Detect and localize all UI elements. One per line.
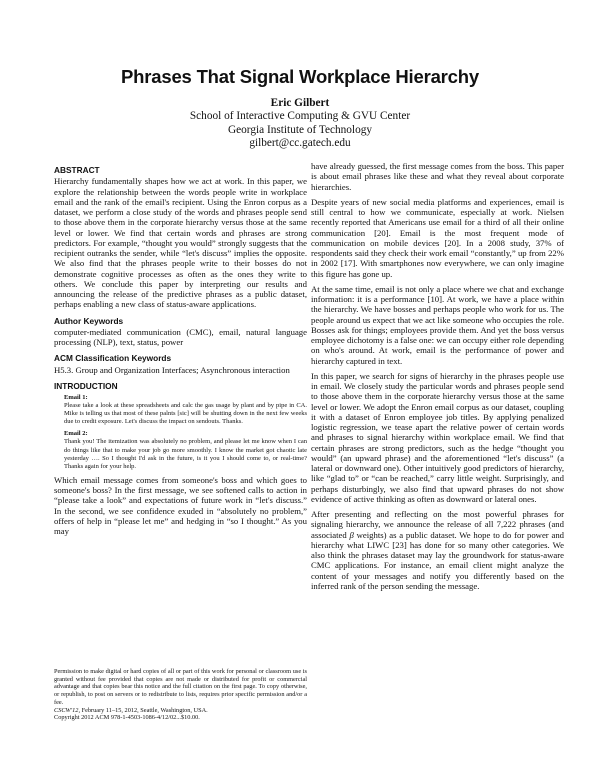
left-column <box>54 165 307 541</box>
beta-symbol: β <box>349 529 354 540</box>
email-1-label: Email 1: <box>64 394 88 401</box>
abstract-heading: ABSTRACT <box>54 165 100 175</box>
keywords-heading: Author Keywords <box>54 315 124 326</box>
author-affiliation: School of Interactive Computing & GVU Center <box>189 110 411 123</box>
intro-paragraph-1: Which email message comes from someone's boss and which goes to someone's boss? In the first message, we see softened calls to action in “please take a look” and expectations of future work in “let's discuss.” In the second, we see confidence exuded in “absolutely no problem,” offers of help in “please let me” and hedging in “so I thought.” As you may <box>54 474 307 537</box>
intro-paragraph-2: have already guessed, the first message comes from the boss. This paper is about email phrases like these and what they reveal about corporate hierarchies. <box>311 161 564 192</box>
paper-title: Phrases That Signal Workplace Hierarchy <box>121 66 479 87</box>
email-example-1 <box>64 394 307 426</box>
acm-text: H5.3. Group and Organization Interfaces; Asynchronous interaction <box>54 364 290 375</box>
conference-name: CSCW'12 <box>54 706 79 714</box>
author-institution: Georgia Institute of Technology <box>227 123 373 136</box>
email-2-label: Email 2: <box>64 430 88 438</box>
intro-paragraph-6 <box>311 509 564 591</box>
introduction-heading: INTRODUCTION <box>54 380 118 391</box>
conference-line <box>54 707 307 715</box>
intro-paragraph-3: Despite years of new social media platforms and experiences, email is still central to how we communicate, especially at work. Nielsen recently reported that Americans use email for a third of all their online communication [20]. Email is the most frequent mode of communication on mobile devices [20]. In a 2008 study, 37% of respondents said they check their work email “constantly,” up from 22% in 2002 [17]. With smartphones now everywhere, we can only imagine this figure has gone up. <box>311 196 564 279</box>
email-2-text: Thank you! The itemization was absolutely no problem, and please let me know when I can do things like that to make your job go more smoothly. I know the market got chaotic late yesterday …. So I thought I'd ask in the future, is it you I should come to, or real-time? Thanks again for your help. <box>64 438 307 470</box>
intro-paragraph-6-end: weights) as a public dataset. We hope to do for power and hierarchy what LIWC [23] has done for so many other categories. We also think the phrases dataset may lay the groundwork for status-aware CMC applications. For instance, an email client might analyze the content of your messages and notify you differently based on the inferred rank of the person sending the message. <box>311 529 565 591</box>
abstract-text: Hierarchy fundamentally shapes how we act at work. In this paper, we explore the relationship between the words people write in workplace email and the rank of the email's recipient. Using the Enron corpus as a dataset, we perform a close study of the words and phrases people send to those above them in the corporate hierarchy versus those at the same level or lower. We find that certain words and phrases are strong predictors. For example, “thought you would” strongly suggests that the recipient outranks the sender, while “let's discuss” implies the opposite. We also find that the phrases people write to their bosses do not demonstrate cognitive processes as often as the ones they write to others. We conclude this paper by interpreting our results and announcing the release of the predictive phrases as a public dataset, perhaps enabling a new class of status-aware applications. <box>54 176 307 310</box>
copyright-line: Copyright 2012 ACM 978-1-4503-1086-4/12/02...$10.00. <box>54 714 200 722</box>
permission-text: Permission to make digital or hard copies of all or part of this work for personal or classroom use is granted without fee provided that copies are not made or distributed for profit or commercial advantage and that copies bear this notice and the full citation on the first page. To copy otherwise, or republish, to post on servers or to redistribute to lists, requires prior specific permission and/or a fee. <box>54 668 307 706</box>
author-email: gilbert@cc.gatech.edu <box>249 137 351 150</box>
right-column <box>311 161 564 596</box>
author-name: Eric Gilbert <box>270 97 330 109</box>
permission-footer <box>54 668 307 722</box>
intro-paragraph-5: In this paper, we search for signs of hierarchy in the phrases people use in email. We closely study the particular words and phrases people send to those above them in the corporate hierarchy versus those at the same level or lower. We adopt the Enron email corpus as our dataset, coupling it with a dataset of Enron employee job titles. By applying penalized logistic regression, we tease apart the relative power of certain words and phrases to signal hierarchy within workplace email. We find that certain phrases are strong predictors, such as the hedge “thought you would” (an upward phrase) and the aforementioned “let's discuss” (a lateral or downward one). Other intuitively good predictors of hierarchy, like “glad to” or “can be reached,” carry little weight. Surprisingly, and perhaps disturbingly, we also find that upward phrases do not show evidence of active thinking as often as downward or lateral ones. <box>311 370 564 504</box>
email-example-2 <box>64 430 307 470</box>
author-block <box>0 97 600 151</box>
email-1-text: Please take a look at these spreadsheets and calc the gas usage by plant and by pipe in CA. Mike is telling us that most of these palnts [sic] will be shutting down in the next few weeks due to credit exposure. Let's discuss the impact on sendouts. Thanks. <box>64 402 307 426</box>
conference-details: , February 11–15, 2012, Seattle, Washington, USA. <box>78 706 208 714</box>
acm-heading: ACM Classification Keywords <box>54 353 172 364</box>
intro-paragraph-4: At the same time, email is not only a place where we chat and exchange information: it is a performance [10]. At work, we have a place within the hierarchy. We have bosses and perhaps people who work for us. The people around us expect that we act like someone who occupies the role. Bosses ask for things; employees provide them. And yet the boss versus employee dichotomy is a false one: we can occupy either role depending on who's around. At work, email is the performance of power and hierarchy captured in text. <box>311 283 564 366</box>
keywords-text: computer-mediated communication (CMC), email, natural language processing (NLP), text, status, power <box>54 326 307 347</box>
intro-paragraph-6-start: After presenting and reflecting on the most powerful phrases for signaling hierarchy, we announce the release of all 7,222 phrases (and associated <box>311 509 564 540</box>
